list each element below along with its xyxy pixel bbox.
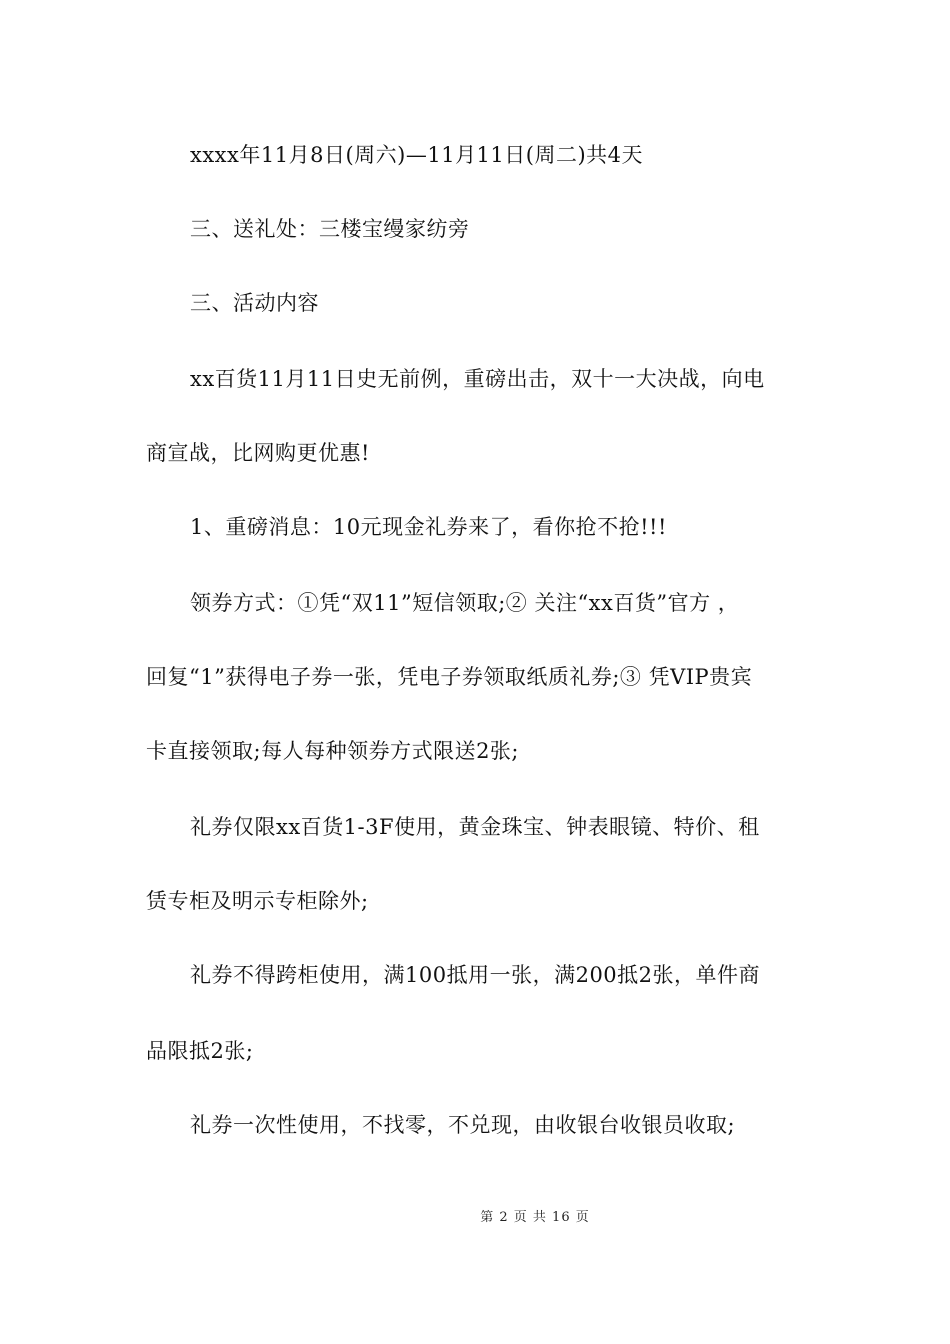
activity-content-heading: 三、活动内容: [190, 291, 319, 315]
date-range-line: xxxx年11月8日(周六)—11月11日(周二)共4天: [190, 143, 644, 167]
coupon-scope-line-1: 礼券仅限xx百货1-3F使用，黄金珠宝、钟表眼镜、特价、租: [190, 815, 760, 839]
intro-paragraph-line-2: 商宣战，比网购更优惠!: [146, 441, 370, 465]
coupon-news-heading: 1、重磅消息：10元现金礼券来了，看你抢不抢!!!: [190, 515, 667, 539]
coupon-rule-line-1: 礼券不得跨柜使用，满100抵用一张，满200抵2张，单件商: [190, 963, 761, 987]
coupon-rule-line-2: 品限抵2张;: [146, 1039, 254, 1063]
coupon-method-line-1: 领券方式：①凭“双11”短信领取;② 关注“xx百货”官方 ，: [190, 591, 740, 615]
coupon-method-line-3: 卡直接领取;每人每种领券方式限送2张;: [146, 739, 520, 763]
gift-location-heading: 三、送礼处：三楼宝缦家纺旁: [190, 217, 470, 241]
coupon-usage-line: 礼券一次性使用，不找零，不兑现，由收银台收银员收取;: [190, 1113, 736, 1137]
coupon-scope-line-2: 赁专柜及明示专柜除外;: [146, 889, 369, 913]
intro-paragraph-line-1: xx百货11月11日史无前例，重磅出击，双十一大决战，向电: [190, 367, 765, 391]
page-footer: 第 2 页 共 16 页: [480, 1210, 590, 1225]
coupon-method-line-2: 回复“1”获得电子券一张，凭电子券领取纸质礼券;③ 凭VIP贵宾: [146, 665, 753, 689]
